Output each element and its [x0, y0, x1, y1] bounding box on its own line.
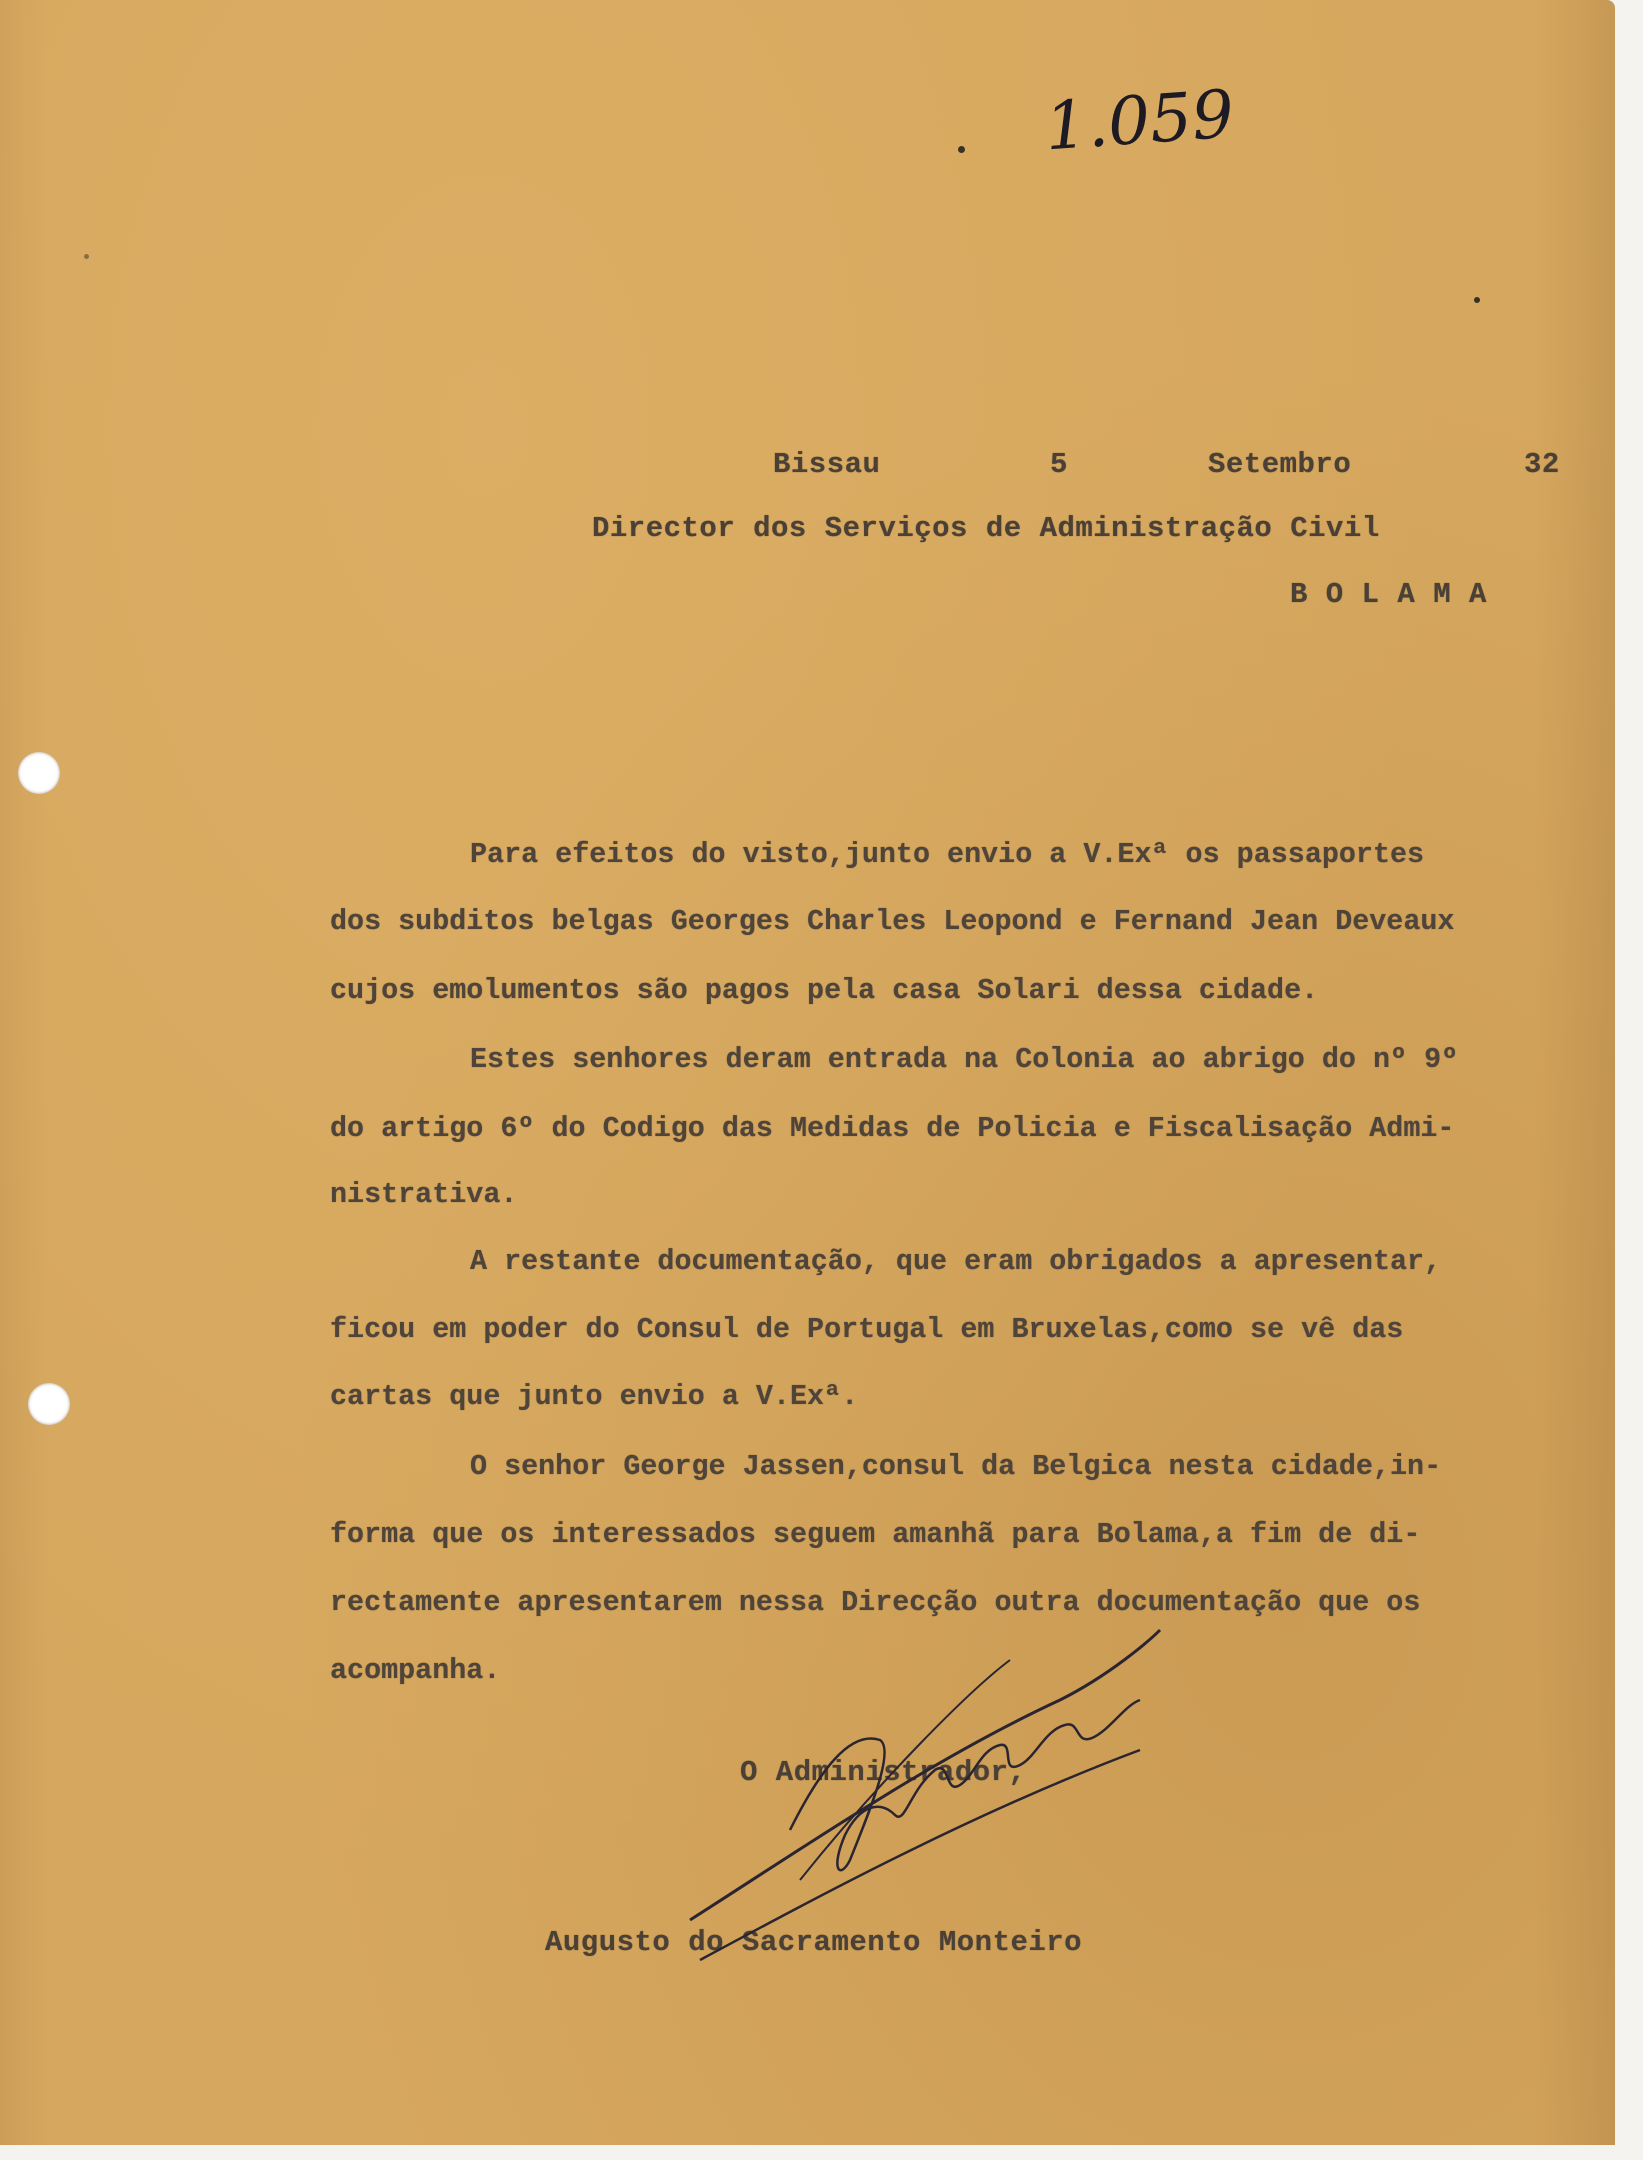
paragraph-3-line-2: ficou em poder do Consul de Portugal em Bruxelas,como se vê das: [330, 1313, 1404, 1346]
handwritten-signature: [680, 1620, 1200, 1970]
ink-spot: [84, 254, 89, 259]
archive-number: 1.059: [1042, 75, 1237, 166]
paragraph-4-line-1: O senhor George Jassen,consul da Belgica nesta cidade,in-: [470, 1450, 1442, 1483]
paragraph-4-line-2: forma que os interessados seguem amanhã para Bolama,a fim de di-: [330, 1518, 1421, 1551]
date-year: 32: [1524, 448, 1560, 481]
paragraph-2-line-3: nistrativa.: [330, 1178, 518, 1211]
paragraph-1-line-2: dos subditos belgas Georges Charles Leopond e Fernand Jean Deveaux: [330, 905, 1455, 938]
punch-hole-top: [18, 752, 60, 794]
date-month: Setembro: [1208, 448, 1352, 481]
date-place: Bissau: [773, 448, 881, 481]
recipient-location: B O L A M A: [1290, 578, 1487, 611]
paragraph-1-line-1: Para efeitos do visto,junto envio a V.Exª os passaportes: [470, 838, 1425, 871]
paragraph-1-line-3: cujos emolumentos são pagos pela casa Solari dessa cidade.: [330, 974, 1319, 1007]
ink-spot: [958, 146, 965, 153]
signatory-name: Augusto do Sacramento Monteiro: [545, 1926, 1083, 1959]
paragraph-4-line-4: acompanha.: [330, 1654, 501, 1687]
paragraph-3-line-1: A restante documentação, que eram obrigados a apresentar,: [470, 1245, 1442, 1278]
ink-spot: [1474, 297, 1480, 303]
punch-hole-bottom: [28, 1383, 70, 1425]
recipient-title: Director dos Serviços de Administração Civil: [592, 512, 1380, 545]
paragraph-2-line-2: do artigo 6º do Codigo das Medidas de Policia e Fiscalisação Admi-: [330, 1112, 1455, 1145]
paragraph-4-line-3: rectamente apresentarem nessa Direcção outra documentação que os: [330, 1586, 1421, 1619]
paragraph-3-line-3: cartas que junto envio a V.Exª.: [330, 1380, 859, 1413]
paragraph-2-line-1: Estes senhores deram entrada na Colonia ao abrigo do nº 9º: [470, 1043, 1459, 1076]
date-day: 5: [1050, 448, 1068, 481]
closing-salutation: O Administrador,: [740, 1756, 1027, 1789]
